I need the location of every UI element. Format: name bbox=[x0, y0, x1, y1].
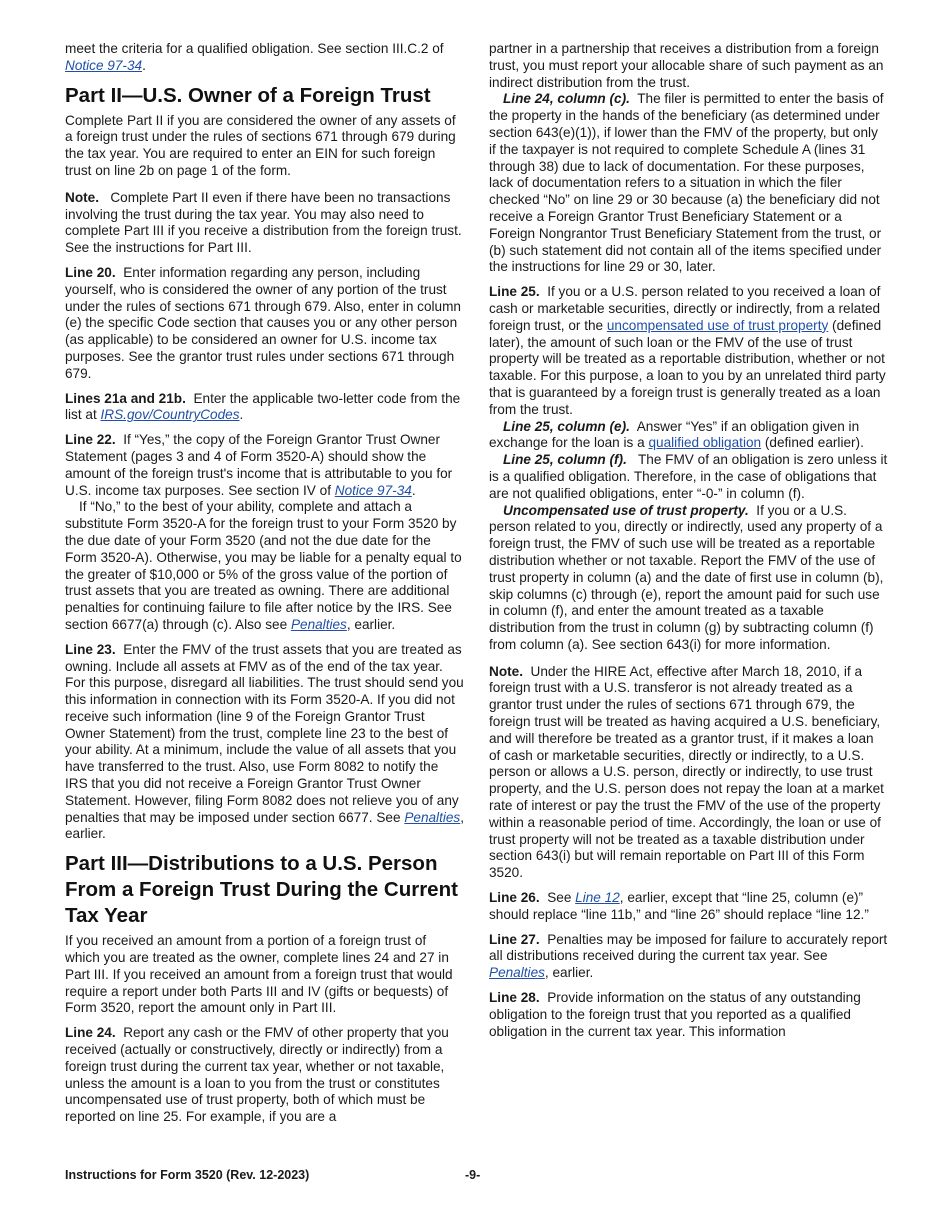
link-line-12[interactable]: Line 12 bbox=[575, 890, 620, 906]
link-penalties[interactable]: Penalties bbox=[290, 616, 347, 632]
left-column bbox=[65, 41, 464, 1126]
heading-part-ii: Part II—U.S. Owner of a Foreign Trust bbox=[65, 83, 431, 107]
footer-form-title: Instructions for Form 3520 (Rev. 12-2023) bbox=[65, 1168, 310, 1182]
paragraph-line-24: Line 24. Report any cash or the FMV of other property that you received (actually or constructively, directly or indirectly) from a foreign trust during the current tax year, whether or not taxable, unless the amount is a loan to you from the trust or constitutes uncompensated use of trust property, both of which must be reported on line 25. For example, if you are a bbox=[65, 1025, 449, 1125]
paragraph-part-ii-intro: Complete Part II if you are considered the owner of any assets of a foreign trust under the rules of sections 671 through 679 during the tax year. You are required to enter an EIN for such foreign trust on line 2b on page 1 of the form. bbox=[65, 112, 456, 178]
paragraph-note-part-ii: Note. Complete Part II even if there have been no transactions involving the trust during the tax year. You may also need to complete Part III if you receive a distribution from the foreign trust. See the instructions for Part III. bbox=[65, 189, 462, 256]
paragraph-line-25: Line 25. If you or a U.S. person related to you received a loan of cash or marketable securities, directly or indirectly, from a related foreign trust, or the uncompensated use of trust property (defined later), the amount of such loan or the FMV of the use of trust property will be treated as a reportable distribution, whether or not taxable. For this purpose, a loan to you by an unrelated third party that is guaranteed by a foreign trust is generally treated as a loan from the trust. bbox=[489, 284, 886, 417]
paragraph-line-24-column-c: Line 24, column (c). The filer is permitted to enter the basis of the property in the hands of the beneficiary (as determined under section 643(e)(1)), if lower than the FMV of the property, but only if the taxpayer is not required to complete Schedule A (lines 31 through 38) due to lack of documentation. For these purposes, lack of documentation refers to a situation in which the filer checked “No” on line 29 or 30 because (a) the beneficiary did not receive a Foreign Grantor Trust Beneficiary Statement or a Foreign Nongrantor Trust Beneficiary Statement from the trust, or (b) such statement did not contain all of the items specified under the instructions for line 29 or 30, later. bbox=[489, 91, 884, 275]
link-qualified-obligation[interactable]: qualified obligation bbox=[648, 435, 762, 451]
link-country-codes[interactable]: IRS.gov/CountryCodes bbox=[100, 407, 240, 423]
paragraph-line-24-continued: partner in a partnership that receives a distribution from a foreign trust, you must report your allocable share of such payment as an indirect distribution from the trust. bbox=[489, 41, 884, 90]
paragraph-line-23: Line 23. Enter the FMV of the trust assets that you are treated as owning. Include all assets at FMV as of the end of the tax year. For this purpose, disregard all liabilities. The trust should send you this information in connection with its Form 3520-A. If you did not receive such information (line 9 of the Foreign Grantor Trust Owner Statement) from the trust, complete line 23 to the best of your ability. At a minimum, include the value of all assets that you have transferred to the trust. Also, use Form 8082 to notify the IRS that you did not receive a Foreign Grantor Trust Owner Statement. However, filing Form 8082 does not relieve you of any penalties that may be imposed under section 6677. See Penalties, earlier. bbox=[65, 641, 465, 842]
right-column bbox=[489, 41, 888, 1040]
page-number: -9- bbox=[465, 1168, 481, 1182]
paragraph-line-22-no: If “No,” to the best of your ability, complete and attach a substitute Form 3520-A for the foreign trust to your Form 3520 by the due date of your Form 3520 (and not the due date for the Form 3520-A). Otherwise, you may be liable for a penalty equal to the greater of $10,000 or 5% of the gross value of the portion of trust assets that you are treated as owning. There are additional penalties for continuing failure to file after notice by the IRS. See section 6677(a) through (c). Also see Penalties, earlier. bbox=[65, 499, 462, 632]
paragraph-qualified-obligation-continued: meet the criteria for a qualified obligation. See section III.C.2 of Notice 97-34. bbox=[65, 41, 444, 73]
heading-part-iii: Part III—Distributions to a U.S. Person From a Foreign Trust During the Current Tax Year bbox=[65, 852, 458, 928]
paragraph-line-20: Line 20. Enter information regarding any person, including yourself, who is considered the owner of any portion of the trust under the rules of sections 671 through 679. Also, enter in column (e) the specific Code section that causes you or any other person (as applicable) to be considered an owner for U.S. income tax purposes. See the grantor trust rules under sections 671 through 679. bbox=[65, 264, 461, 381]
paragraph-line-27: Line 27. Penalties may be imposed for failure to accurately report all distributions received during the current tax year. See Penalties, earlier. bbox=[489, 931, 888, 981]
link-uncompensated-use[interactable]: uncompensated use of trust property bbox=[606, 317, 829, 333]
link-notice-97-34[interactable]: Notice 97-34 bbox=[65, 57, 143, 73]
paragraph-lines-21a-21b: Lines 21a and 21b. Enter the applicable two-letter code from the list at IRS.gov/CountryCodes. bbox=[65, 390, 461, 423]
paragraph-line-26: Line 26. See Line 12, earlier, except that “line 25, column (e)” should replace “line 11b,” and “line 26” should replace “line 12.” bbox=[489, 890, 869, 922]
paragraph-note-hire-act: Note. Under the HIRE Act, effective after March 18, 2010, if a foreign trust with a U.S. transferor is not already treated as a grantor trust under the rules of sections 671 through 679, the foreign trust will be treated as having acquired a U.S. beneficiary, and will therefore be treated as a grantor trust, if it makes a loan of cash or marketable securities, directly or indirectly, to a U.S. person or allows a U.S. person, directly or indirectly, to use trust property, and the U.S. person does not repay the loan at a market rate of interest or pay the trust the FMV of the use of the property within a reasonable period of time. Accordingly, the loan or use of trust property will not be treated as a taxable distribution under section 643(i) but will remain reportable on Part III of this Form 3520. bbox=[489, 663, 884, 881]
paragraph-part-iii-intro: If you received an amount from a portion of a foreign trust of which you are treated as the owner, complete lines 24 and 27 in Part III. If you received an amount from a foreign trust that would require a report under both Parts III and IV (gifts or bequests) of Form 3520, report the amount only in Part III. bbox=[65, 933, 453, 1016]
paragraph-line-22: Line 22. If “Yes,” the copy of the Foreign Grantor Trust Owner Statement (pages 3 and 4 of Form 3520-A) should show the amount of the foreign trust's income that is attributable to you for U.S. income tax purposes. See section IV of Notice 97-34. bbox=[65, 432, 453, 498]
paragraph-uncompensated-use: Uncompensated use of trust property. If you or a U.S. person related to you, directly or indirectly, used any property of a foreign trust, the FMV of such use will be treated as a reportable distribution whether or not taxable. Report the FMV of the use of trust property in column (a) and the date of first use in column (b), skip columns (c) through (e), report the amount paid for such use in column (f), and enter the amount treated as a taxable distribution from the trust in column (g) by subtracting column (f) from column (a). See section 643(i) for more information. bbox=[489, 502, 884, 652]
paragraph-line-25-column-f: Line 25, column (f). The FMV of an obligation is zero unless it is a qualified obligation. Therefore, in the case of obligations that are not qualified obligations, enter “-0-” in column (f). bbox=[489, 452, 888, 501]
link-notice-97-34-section-iv[interactable]: Notice 97-34 bbox=[334, 482, 412, 498]
page-footer bbox=[65, 1168, 885, 1186]
paragraph-line-28: Line 28. Provide information on the status of any outstanding obligation to the foreign trust that you reported as a qualified obligation in the current tax year. This information bbox=[489, 990, 861, 1039]
link-penalties[interactable]: Penalties bbox=[489, 965, 545, 981]
link-penalties[interactable]: Penalties bbox=[404, 809, 461, 825]
paragraph-line-25-column-e: Line 25, column (e). Answer “Yes” if an obligation given in exchange for the loan is a qualified obligation (defined earlier). bbox=[489, 418, 864, 451]
